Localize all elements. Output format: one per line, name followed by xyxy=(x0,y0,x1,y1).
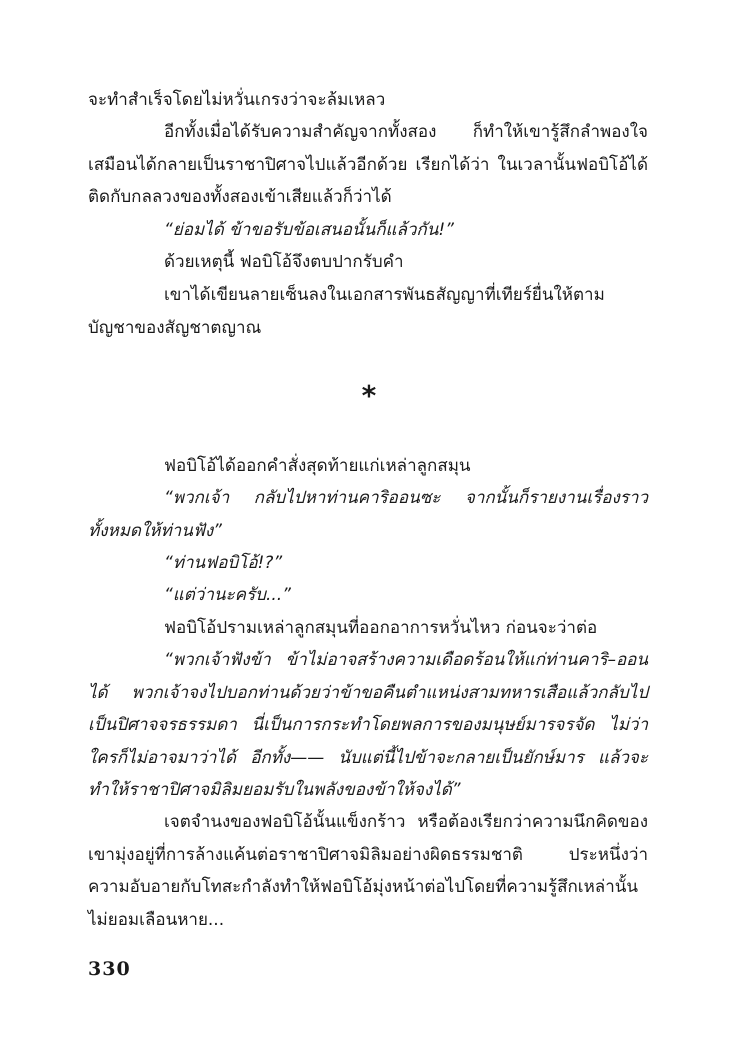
dialogue-but: “แต่ว่านะครับ...” xyxy=(164,585,291,605)
scene-break-asterisk: * xyxy=(361,379,377,412)
dialogue-master-fobio: “ท่านฟอบิโอ้!?” xyxy=(164,553,283,573)
dialogue-fobio-speech: “พวกเจ้าฟังข้า ข้าไม่อาจสร้างความเดือดร้อนให้แก่ท่านคาริ–ออนได้ พวกเจ้าจงไปบอกท่านด้วยว่าข้าขอคืนตำแหน่งสามทหารเสือแล้วกลับไปเป็นปิศาจจรธรรมดา นี่เป็นการกระทำโดยพลการของมนุษย์มารจรจัด ไม่ว่าใครก็ไม่อาจมาว่าได้ อีกทั้ง—— นับแต่นี้ไปข้าจะกลายเป็นยักษ์มาร แล้วจะทำให้ราชาปิศาจมิลิมยอมรับในพลังของข้าให้จงได้” xyxy=(88,650,648,800)
paragraph-continuation: จะทำสำเร็จโดยไม่หวั่นเกรงว่าจะล้มเหลว xyxy=(88,90,386,110)
paragraph-agreement: ด้วยเหตุนี้ ฟอบิโอ้จึงตบปากรับคำ xyxy=(164,252,404,272)
paragraph-final-order: ฟอบิโอ้ได้ออกคำสั่งสุดท้ายแก่เหล่าลูกสมุน xyxy=(164,456,471,476)
dialogue-accept-offer: “ย่อมได้ ข้าขอรับข้อเสนอนั้นก็แล้วกัน!” xyxy=(164,220,454,240)
paragraph-signature: เขาได้เขียนลายเซ็นลงในเอกสารพันธสัญญาที่เทียร์ยื่นให้ตามบัญชาของสัญชาตญาณ xyxy=(88,285,605,338)
paragraph-fobio-resolve: เจตจำนงของฟอบิโอ้นั้นแข็งกร้าว หรือต้องเรียกว่าความนึกคิดของเขามุ่งอยู่ที่การล้างแค้นต่อราชาปิศาจมิลิมอย่างผิดธรรมชาติ ประหนึ่งว่าความอับอายกับโทสะกำลังทำให้ฟอบิโอ้มุ่งหน้าต่อไปโดยที่ความรู้สึกเหล่านั้นไม่ยอมเลือนหาย... xyxy=(88,812,648,930)
page-number: 330 xyxy=(88,958,131,980)
paragraph-restrain-minions: ฟอบิโอ้ปรามเหล่าลูกสมุนที่ออกอาการหวั่นไหว ก่อนจะว่าต่อ xyxy=(164,618,598,638)
paragraph-fobio-pride: อีกทั้งเมื่อได้รับความสำคัญจากทั้งสอง ก็ทำให้เขารู้สึกลำพองใจเสมือนได้กลายเป็นราชาปิศาจไปแล้วอีกด้วย เรียกได้ว่า ในเวลานั้นฟอบิโอ้ได้ติดกับกลลวงของทั้งสองเข้าเสียแล้วก็ว่าได้ xyxy=(88,122,648,207)
dialogue-return-to-carrion: “พวกเจ้า กลับไปหาท่านคาริออนซะ จากนั้นก็รายงานเรื่องราวทั้งหมดให้ท่านฟัง” xyxy=(88,488,648,541)
